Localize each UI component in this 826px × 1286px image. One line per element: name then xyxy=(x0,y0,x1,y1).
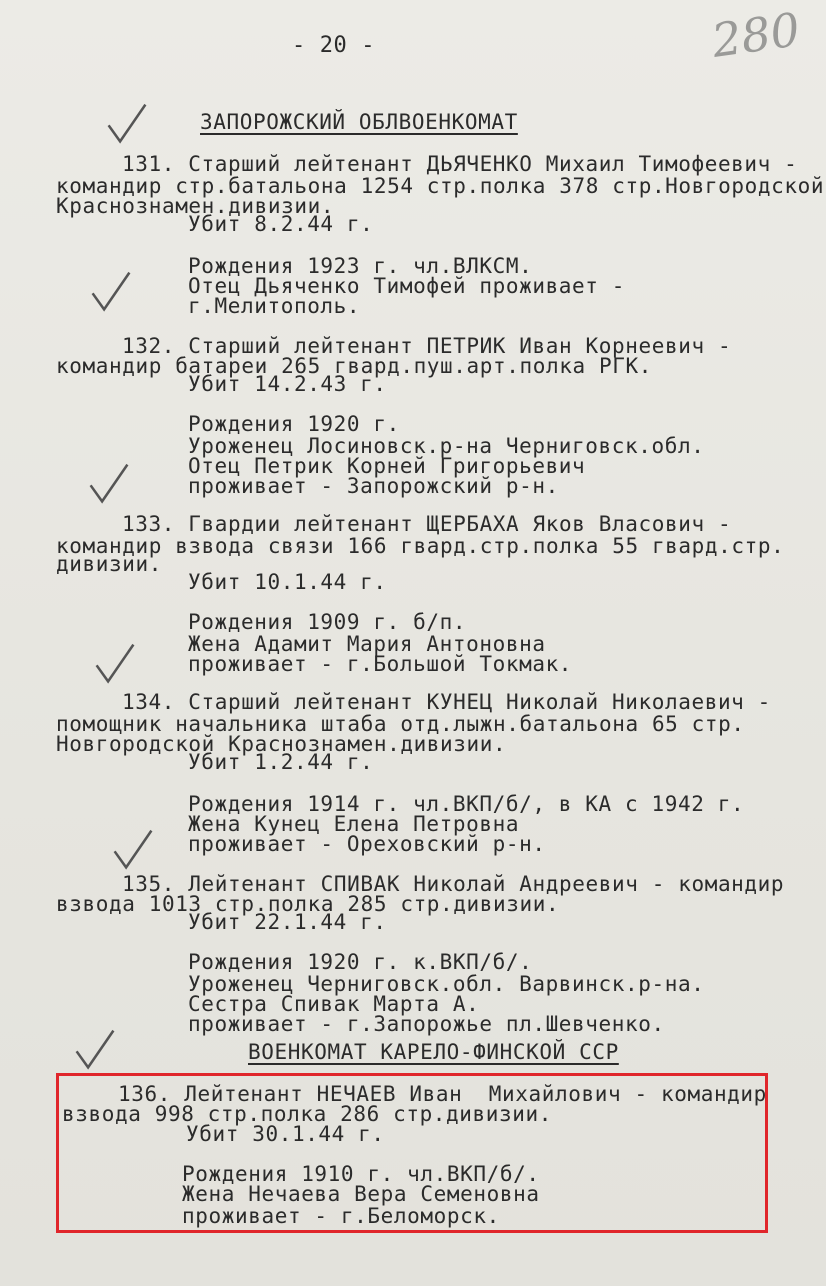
check-mark-icon xyxy=(72,1026,118,1072)
record-135-line: Уроженец Черниговск.обл. Варвинск.р-на. xyxy=(188,972,705,996)
archive-page-stamp: 280 xyxy=(708,2,804,68)
record-136-line: взвода 998 стр.полка 286 стр.дивизии. xyxy=(62,1102,552,1126)
check-mark-icon xyxy=(86,460,132,506)
record-134-line: Рождения 1914 г. чл.ВКП/б/, в КА с 1942 г. xyxy=(188,792,745,816)
record-136-line: 136. Лейтенант НЕЧАЕВ Иван Михайлович - командир xyxy=(118,1082,767,1106)
section-header-karelo-finnish: ВОЕНКОМАТ КАРЕЛО-ФИНСКОЙ ССР xyxy=(248,1040,619,1064)
record-132-killed: Убит 14.2.43 г. xyxy=(188,372,387,396)
record-135-killed: Убит 22.1.44 г. xyxy=(188,910,387,934)
check-mark-icon xyxy=(110,826,156,872)
section-header-zaporozhye: ЗАПОРОЖСКИЙ ОБЛВОЕНКОМАТ xyxy=(200,110,518,134)
record-134-killed: Убит 1.2.44 г. xyxy=(188,750,374,774)
record-132-line: командир батареи 265 гвард.пуш.арт.полка РГК. xyxy=(56,354,652,378)
record-133-killed: Убит 10.1.44 г. xyxy=(188,570,387,594)
record-131-line: Отец Дьяченко Тимофей проживает - xyxy=(188,274,626,298)
record-134-line: Новгородской Краснознамен.дивизии. xyxy=(56,732,507,756)
record-131-line: Краснознамен.дивизии. xyxy=(56,194,335,218)
record-134-line: помощник начальника штаба отд.лыжн.батальона 65 стр. xyxy=(56,712,745,736)
record-135-line: взвода 1013 стр.полка 285 стр.дивизии. xyxy=(56,892,560,916)
record-132-line: Отец Петрик Корней Григорьевич xyxy=(188,454,586,478)
record-131-line: г.Мелитополь. xyxy=(188,294,361,318)
record-136-killed: Убит 30.1.44 г. xyxy=(186,1122,385,1146)
record-132-line: Рождения 1920 г. xyxy=(188,412,400,436)
record-135-line: 135. Лейтенант СПИВАК Николай Андреевич - командир xyxy=(122,872,785,896)
record-136-line: Жена Нечаева Вера Семеновна xyxy=(182,1182,540,1206)
record-131-line: Рождения 1923 г. чл.ВЛКСМ. xyxy=(188,254,533,278)
record-133-line: дивизии. xyxy=(56,552,162,576)
check-mark-icon xyxy=(92,640,138,686)
record-134-line: Жена Кунец Елена Петровна xyxy=(188,812,520,836)
check-mark-icon xyxy=(88,268,134,314)
record-133-line: проживает - г.Большой Токмак. xyxy=(188,652,573,676)
record-136-line: проживает - г.Беломорск. xyxy=(182,1204,500,1228)
record-134-line: проживает - Ореховский р-н. xyxy=(188,832,546,856)
record-136-line: Рождения 1910 г. чл.ВКП/б/. xyxy=(182,1162,540,1186)
record-133-line: командир взвода связи 166 гвард.стр.полка 55 гвард.стр. xyxy=(56,534,785,558)
record-131-line: командир стр.батальона 1254 стр.полка 378 стр.Новгородской xyxy=(56,174,825,198)
record-131-line: 131. Старший лейтенант ДЬЯЧЕНКО Михаил Тимофеевич - xyxy=(122,152,798,176)
record-133-line: Жена Адамит Мария Антоновна xyxy=(188,632,546,656)
record-135-line: Сестра Спивак Марта А. xyxy=(188,992,480,1016)
record-132-line: проживает - Запорожский р-н. xyxy=(188,474,559,498)
record-132-line: 132. Старший лейтенант ПЕТРИК Иван Корнеевич - xyxy=(122,334,732,358)
record-134-line: 134. Старший лейтенант КУНЕЦ Николай Николаевич - xyxy=(122,690,771,714)
check-mark-icon xyxy=(104,100,150,146)
record-133-line: 133. Гвардии лейтенант ЩЕРБАХА Яков Власович - xyxy=(122,512,732,536)
record-133-line: Рождения 1909 г. б/п. xyxy=(188,610,467,634)
record-131-killed: Убит 8.2.44 г. xyxy=(188,212,374,236)
record-132-line: Уроженец Лосиновск.р-на Черниговск.обл. xyxy=(188,434,705,458)
record-135-line: проживает - г.Запорожье пл.Шевченко. xyxy=(188,1012,665,1036)
record-135-line: Рождения 1920 г. к.ВКП/б/. xyxy=(188,950,533,974)
page-number: - 20 - xyxy=(292,33,376,58)
